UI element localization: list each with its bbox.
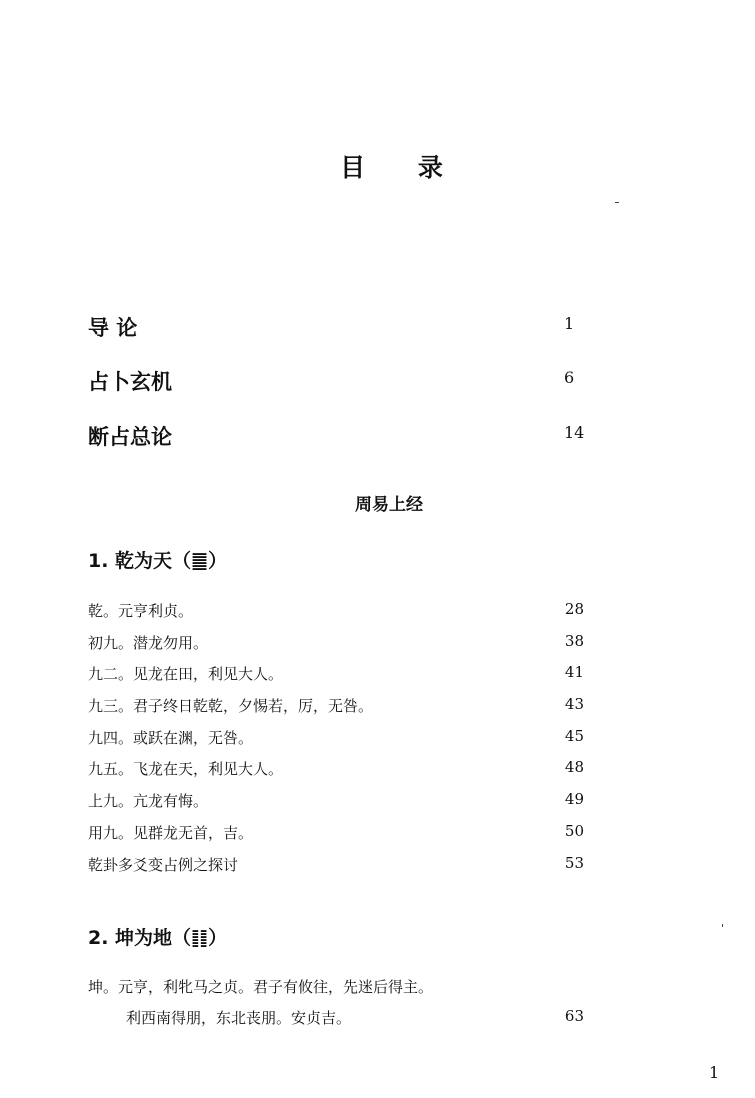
toc-row[interactable] bbox=[88, 632, 584, 664]
toc-row-text: 九三。君子终日乾乾，夕惕若，厉，无咎。 bbox=[88, 697, 374, 716]
chapter-qian-entries bbox=[88, 600, 584, 885]
toc-row-text-line2: 利西南得朋，东北丧朋。安贞吉。 bbox=[126, 1009, 352, 1027]
toc-row-page: 28 bbox=[564, 600, 584, 618]
toc-row[interactable] bbox=[88, 600, 584, 632]
toc-row-page: 50 bbox=[564, 821, 584, 840]
toc-entry-introduction[interactable] bbox=[88, 312, 584, 340]
toc-row-page: 43 bbox=[564, 695, 584, 714]
toc-entry-label: 断占总论 bbox=[88, 425, 172, 449]
toc-row[interactable] bbox=[88, 695, 584, 727]
toc-entry-page: 6 bbox=[564, 368, 575, 387]
toc-row-page: 41 bbox=[564, 663, 584, 682]
toc-row-page: 53 bbox=[564, 853, 584, 872]
scan-speck bbox=[615, 202, 619, 203]
toc-row[interactable] bbox=[88, 822, 584, 854]
toc-row-page: 49 bbox=[564, 790, 584, 809]
toc-entry-divination[interactable] bbox=[88, 366, 584, 394]
toc-entry-page: 14 bbox=[564, 423, 585, 442]
toc-row-page: 48 bbox=[564, 758, 584, 777]
toc-entry-label: 导 论 bbox=[88, 316, 138, 340]
toc-row[interactable] bbox=[88, 663, 584, 695]
chapter-heading-qian: 1. 乾为天（䷀） bbox=[88, 550, 228, 572]
scan-speck bbox=[722, 924, 723, 927]
toc-row-page: 45 bbox=[564, 726, 584, 745]
toc-row-text: 乾卦多爻变占例之探讨 bbox=[88, 855, 239, 874]
toc-row[interactable] bbox=[88, 854, 584, 886]
toc-row[interactable] bbox=[88, 727, 584, 759]
toc-entry-general-theory[interactable] bbox=[88, 421, 584, 449]
toc-row-page: 38 bbox=[564, 631, 584, 650]
toc-row[interactable] bbox=[88, 790, 584, 822]
toc-row-text: 用九。见群龙无首，吉。 bbox=[88, 823, 254, 842]
toc-row-text: 九四。或跃在渊，无咎。 bbox=[88, 728, 254, 747]
toc-row-text: 九二。见龙在田，利见大人。 bbox=[88, 665, 284, 684]
toc-row-text: 上九。亢龙有悔。 bbox=[88, 792, 209, 811]
toc-entry-label: 占卜玄机 bbox=[88, 370, 172, 394]
toc-row-page: 63 bbox=[564, 1007, 584, 1025]
toc-row[interactable] bbox=[88, 758, 584, 790]
toc-row-text: 九五。飞龙在天，利见大人。 bbox=[88, 760, 284, 779]
page-number: 1 bbox=[709, 1063, 720, 1082]
toc-row-text: 初九。潜龙勿用。 bbox=[88, 633, 209, 652]
toc-row-text-line1: 坤。元亨，利牝马之贞。君子有攸往，先迷后得主。 bbox=[88, 978, 434, 996]
page-title: 目 录 bbox=[340, 153, 465, 182]
section-heading: 周易上经 bbox=[355, 495, 423, 515]
chapter-heading-kun: 2. 坤为地（䷁） bbox=[88, 927, 228, 949]
toc-row-text: 乾。元亨利贞。 bbox=[88, 602, 194, 620]
toc-entry-page: 1 bbox=[564, 314, 575, 333]
